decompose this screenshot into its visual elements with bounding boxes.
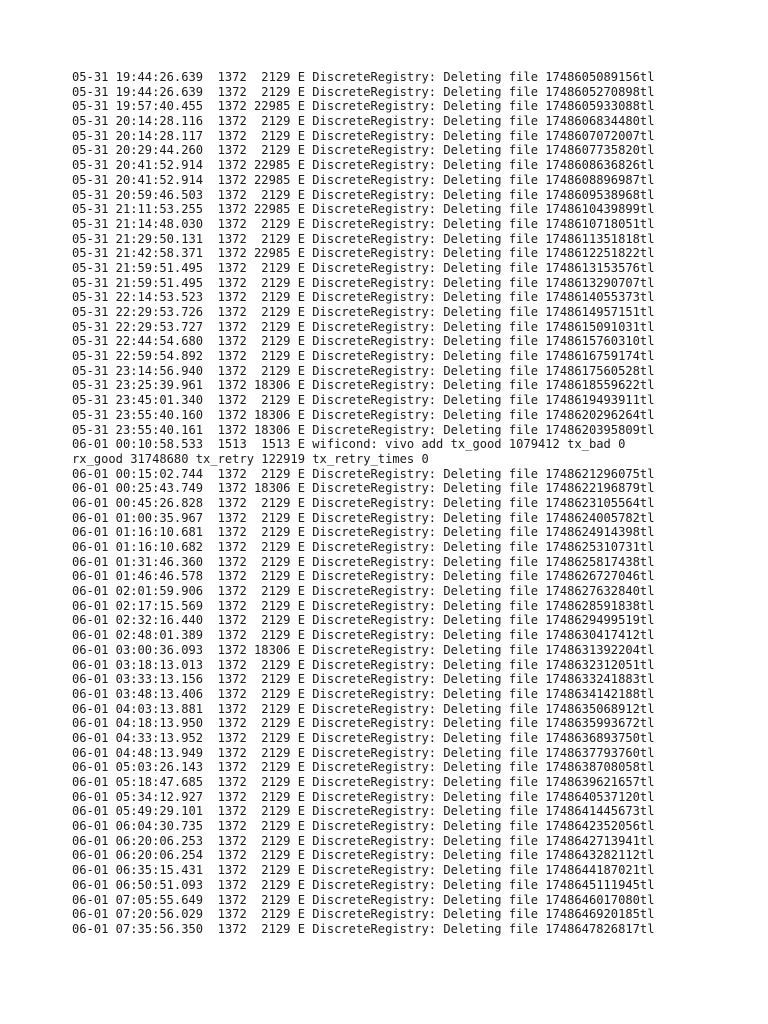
log-line: 06-01 06:20:06.254 1372 2129 E DiscreteRegistry: Deleting file 1748643282112tl <box>72 848 655 863</box>
log-line: 06-01 01:31:46.360 1372 2129 E DiscreteRegistry: Deleting file 1748625817438tl <box>72 554 655 569</box>
log-line: 05-31 21:59:51.495 1372 2129 E DiscreteRegistry: Deleting file 1748613153576tl <box>72 260 655 275</box>
log-line: 05-31 23:45:01.340 1372 2129 E DiscreteRegistry: Deleting file 1748619493911tl <box>72 393 655 408</box>
log-line: 06-01 00:45:26.828 1372 2129 E DiscreteRegistry: Deleting file 1748623105564tl <box>72 495 655 510</box>
log-text-block <box>72 70 732 937</box>
log-line: 06-01 07:20:56.029 1372 2129 E DiscreteRegistry: Deleting file 1748646920185tl <box>72 907 655 922</box>
log-line: 05-31 20:41:52.914 1372 22985 E DiscreteRegistry: Deleting file 1748608896987tl <box>72 172 655 187</box>
log-line: 05-31 22:29:53.727 1372 2129 E DiscreteRegistry: Deleting file 1748615091031tl <box>72 319 655 334</box>
log-line: 05-31 21:29:50.131 1372 2129 E DiscreteRegistry: Deleting file 1748611351818tl <box>72 231 655 246</box>
log-line: 05-31 21:14:48.030 1372 2129 E DiscreteRegistry: Deleting file 1748610718051tl <box>72 216 655 231</box>
log-line: 05-31 22:44:54.680 1372 2129 E DiscreteRegistry: Deleting file 1748615760310tl <box>72 334 655 349</box>
log-line: 06-01 02:17:15.569 1372 2129 E DiscreteRegistry: Deleting file 1748628591838tl <box>72 598 655 613</box>
log-line: rx_good 31748680 tx_retry 122919 tx_retry_times 0 <box>72 451 429 466</box>
log-line: 05-31 19:44:26.639 1372 2129 E DiscreteRegistry: Deleting file 1748605089156tl <box>72 70 655 84</box>
log-line: 06-01 00:15:02.744 1372 2129 E DiscreteRegistry: Deleting file 1748621296075tl <box>72 466 655 481</box>
log-line: 06-01 04:18:13.950 1372 2129 E DiscreteRegistry: Deleting file 1748635993672tl <box>72 716 655 731</box>
log-line: 06-01 01:16:10.681 1372 2129 E DiscreteRegistry: Deleting file 1748624914398tl <box>72 525 655 540</box>
log-line: 05-31 21:59:51.495 1372 2129 E DiscreteRegistry: Deleting file 1748613290707tl <box>72 275 655 290</box>
log-line: 06-01 03:48:13.406 1372 2129 E DiscreteRegistry: Deleting file 1748634142188tl <box>72 686 655 701</box>
log-line: 05-31 23:55:40.160 1372 18306 E DiscreteRegistry: Deleting file 1748620296264tl <box>72 407 655 422</box>
log-line: 06-01 07:35:56.350 1372 2129 E DiscreteRegistry: Deleting file 1748647826817tl <box>72 921 655 936</box>
log-line: 06-01 02:48:01.389 1372 2129 E DiscreteRegistry: Deleting file 1748630417412tl <box>72 628 655 643</box>
log-line: 05-31 22:29:53.726 1372 2129 E DiscreteRegistry: Deleting file 1748614957151tl <box>72 305 655 319</box>
log-line: 05-31 22:14:53.523 1372 2129 E DiscreteRegistry: Deleting file 1748614055373tl <box>72 290 655 305</box>
log-line: 06-01 06:04:30.735 1372 2129 E DiscreteRegistry: Deleting file 1748642352056tl <box>72 819 655 834</box>
log-line: 06-01 00:10:58.533 1513 1513 E wificond: vivo add tx_good 1079412 tx_bad 0 <box>72 437 626 452</box>
log-line: 05-31 21:11:53.255 1372 22985 E DiscreteRegistry: Deleting file 1748610439899tl <box>72 202 655 217</box>
log-line: 05-31 21:42:58.371 1372 22985 E DiscreteRegistry: Deleting file 1748612251822tl <box>72 246 655 261</box>
log-line: 06-01 01:00:35.967 1372 2129 E DiscreteRegistry: Deleting file 1748624005782tl <box>72 510 655 525</box>
log-line: 06-01 05:03:26.143 1372 2129 E DiscreteRegistry: Deleting file 1748638708058tl <box>72 760 655 775</box>
log-line: 05-31 20:29:44.260 1372 2129 E DiscreteRegistry: Deleting file 1748607735820tl <box>72 143 655 158</box>
log-line: 05-31 23:25:39.961 1372 18306 E DiscreteRegistry: Deleting file 1748618559622tl <box>72 378 655 393</box>
log-line: 06-01 03:33:13.156 1372 2129 E DiscreteRegistry: Deleting file 1748633241883tl <box>72 672 655 687</box>
log-line: 06-01 01:16:10.682 1372 2129 E DiscreteRegistry: Deleting file 1748625310731tl <box>72 540 655 554</box>
log-line: 06-01 05:49:29.101 1372 2129 E DiscreteRegistry: Deleting file 1748641445673tl <box>72 804 655 819</box>
log-line: 06-01 04:48:13.949 1372 2129 E DiscreteRegistry: Deleting file 1748637793760tl <box>72 745 655 760</box>
log-line: 06-01 03:18:13.013 1372 2129 E DiscreteRegistry: Deleting file 1748632312051tl <box>72 657 655 672</box>
log-line: 06-01 03:00:36.093 1372 18306 E DiscreteRegistry: Deleting file 1748631392204tl <box>72 642 655 657</box>
log-line: 05-31 20:14:28.116 1372 2129 E DiscreteRegistry: Deleting file 1748606834480tl <box>72 114 655 129</box>
log-line: 06-01 05:34:12.927 1372 2129 E DiscreteRegistry: Deleting file 1748640537120tl <box>72 789 655 804</box>
log-line: 06-01 06:35:15.431 1372 2129 E DiscreteRegistry: Deleting file 1748644187021tl <box>72 863 655 878</box>
log-line: 05-31 23:14:56.940 1372 2129 E DiscreteRegistry: Deleting file 1748617560528tl <box>72 363 655 378</box>
log-line: 06-01 01:46:46.578 1372 2129 E DiscreteRegistry: Deleting file 1748626727046tl <box>72 569 655 584</box>
log-line: 06-01 05:18:47.685 1372 2129 E DiscreteRegistry: Deleting file 1748639621657tl <box>72 775 655 789</box>
log-line: 05-31 22:59:54.892 1372 2129 E DiscreteRegistry: Deleting file 1748616759174tl <box>72 349 655 364</box>
log-line: 06-01 00:25:43.749 1372 18306 E DiscreteRegistry: Deleting file 1748622196879tl <box>72 481 655 496</box>
log-line: 05-31 20:14:28.117 1372 2129 E DiscreteRegistry: Deleting file 1748607072007tl <box>72 128 655 143</box>
log-line: 05-31 19:44:26.639 1372 2129 E DiscreteRegistry: Deleting file 1748605270898tl <box>72 84 655 99</box>
log-line: 06-01 02:32:16.440 1372 2129 E DiscreteRegistry: Deleting file 1748629499519tl <box>72 613 655 628</box>
log-line: 06-01 07:05:55.649 1372 2129 E DiscreteRegistry: Deleting file 1748646017080tl <box>72 892 655 907</box>
log-line: 05-31 20:59:46.503 1372 2129 E DiscreteRegistry: Deleting file 1748609538968tl <box>72 187 655 202</box>
log-line: 06-01 04:03:13.881 1372 2129 E DiscreteRegistry: Deleting file 1748635068912tl <box>72 701 655 716</box>
log-line: 05-31 20:41:52.914 1372 22985 E DiscreteRegistry: Deleting file 1748608636826tl <box>72 158 655 173</box>
log-line: 06-01 04:33:13.952 1372 2129 E DiscreteRegistry: Deleting file 1748636893750tl <box>72 730 655 745</box>
log-line: 06-01 06:20:06.253 1372 2129 E DiscreteRegistry: Deleting file 1748642713941tl <box>72 833 655 848</box>
log-line: 06-01 02:01:59.906 1372 2129 E DiscreteRegistry: Deleting file 1748627632840tl <box>72 584 655 599</box>
log-line: 06-01 06:50:51.093 1372 2129 E DiscreteRegistry: Deleting file 1748645111945tl <box>72 877 655 892</box>
log-line: 05-31 23:55:40.161 1372 18306 E DiscreteRegistry: Deleting file 1748620395809tl <box>72 422 655 437</box>
log-line: 05-31 19:57:40.455 1372 22985 E DiscreteRegistry: Deleting file 1748605933088tl <box>72 99 655 114</box>
